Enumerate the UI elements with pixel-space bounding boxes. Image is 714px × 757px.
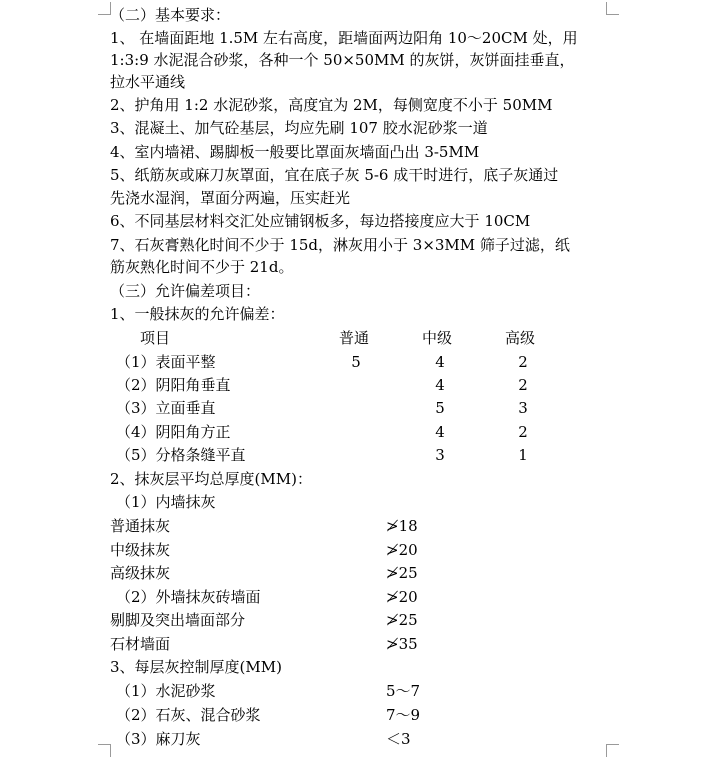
list-item-label: （3）麻刀灰 xyxy=(116,730,201,748)
list-item-label: （1）水泥砂浆 xyxy=(116,682,216,700)
requirement-1-line-3: 拉水平通线 xyxy=(110,73,186,91)
list-item-label: 剔脚及突出墙面部分 xyxy=(110,611,246,629)
list-item-value: 5～7 xyxy=(386,682,421,700)
page-corner-mark-bottom-left xyxy=(98,744,111,757)
table-header-intermediate: 中级 xyxy=(421,329,453,347)
table-header-item: 项目 xyxy=(140,329,171,347)
requirement-1-line-2: 1:3:9 水泥混合砂浆，各种一个 50×50MM 的灰饼，灰饼面挂垂直， xyxy=(110,51,575,69)
list-item-label: 普通抹灰 xyxy=(110,517,171,535)
table-row-advanced: 3 xyxy=(518,399,528,417)
table-row-label: （4）阴阳角方正 xyxy=(116,423,231,441)
requirement-3: 3、混凝土、加气砼基层，均应先刷 107 胶水泥砂浆一道 xyxy=(110,119,488,137)
table-row-intermediate: 3 xyxy=(435,446,445,464)
requirement-4: 4、室内墙裙、踢脚板一般要比罩面灰墙面凸出 3-5MM xyxy=(110,143,480,161)
requirement-7-line-2: 筋灰熟化时间不少于 21d。 xyxy=(110,258,294,276)
section-heading-tolerances: （三）允许偏差项目： xyxy=(110,282,261,300)
interior-heading: （1）内墙抹灰 xyxy=(116,493,216,511)
list-item-value: ≯35 xyxy=(386,635,418,653)
table-row-advanced: 2 xyxy=(518,376,528,394)
table-row-intermediate: 4 xyxy=(435,353,445,371)
requirement-7-line-1: 7、石灰膏熟化时间不少于 15d，淋灰用小于 3×3MM 筛子过滤，纸 xyxy=(110,236,570,254)
table-row-normal: 5 xyxy=(351,353,361,371)
table-row-advanced: 1 xyxy=(518,446,528,464)
list-item-label: （2）石灰、混合砂浆 xyxy=(116,706,261,724)
list-item-value: 7～9 xyxy=(386,706,421,724)
list-item-value: ≯20 xyxy=(386,541,418,559)
table-header-normal: 普通 xyxy=(338,329,370,347)
list-item-label: （2）外墙抹灰砖墙面 xyxy=(116,588,261,606)
requirement-5-line-2: 先浇水湿润，罩面分两遍，压实赶光 xyxy=(110,189,351,207)
layer-heading: 3、每层灰控制厚度(MM) xyxy=(110,658,282,676)
list-item-label: 石材墙面 xyxy=(110,635,171,653)
list-item-value: ≯18 xyxy=(386,517,418,535)
tolerance-heading: 1、一般抹灰的允许偏差： xyxy=(110,305,285,323)
list-item-value: ≯20 xyxy=(386,588,418,606)
requirement-2: 2、护角用 1:2 水泥砂浆，高度宜为 2M，每侧宽度不小于 50MM xyxy=(110,96,553,114)
table-row-label: （3）立面垂直 xyxy=(116,399,216,417)
table-row-intermediate: 5 xyxy=(435,399,445,417)
list-item-value: ＜3 xyxy=(386,730,411,748)
table-row-intermediate: 4 xyxy=(435,376,445,394)
page-corner-mark-top-right xyxy=(606,2,619,15)
list-item-label: 中级抹灰 xyxy=(110,541,171,559)
thickness-heading: 2、抹灰层平均总厚度(MM)： xyxy=(110,470,312,488)
table-row-advanced: 2 xyxy=(518,423,528,441)
page-corner-mark-bottom-right xyxy=(606,744,619,757)
table-row-label: （2）阴阳角垂直 xyxy=(116,376,231,394)
list-item-value: ≯25 xyxy=(386,611,418,629)
requirement-5-line-1: 5、纸筋灰或麻刀灰罩面，宜在底子灰 5-6 成干时进行，底子灰通过 xyxy=(110,166,559,184)
list-item-label: 高级抹灰 xyxy=(110,564,171,582)
table-row-intermediate: 4 xyxy=(435,423,445,441)
table-row-advanced: 2 xyxy=(518,353,528,371)
table-row-label: （5）分格条缝平直 xyxy=(116,446,246,464)
requirement-6: 6、不同基层材料交汇处应铺钢板多，每边搭接度应大于 10CM xyxy=(110,212,531,230)
section-heading-basic-requirements: （二）基本要求： xyxy=(110,6,231,24)
list-item-value: ≯25 xyxy=(386,564,418,582)
table-header-advanced: 高级 xyxy=(504,329,536,347)
requirement-1-line-1: 1、 在墙面距地 1.5M 左右高度，距墙面两边阳角 10～20CM 处，用 xyxy=(110,29,578,47)
table-row-label: （1）表面平整 xyxy=(116,353,216,371)
